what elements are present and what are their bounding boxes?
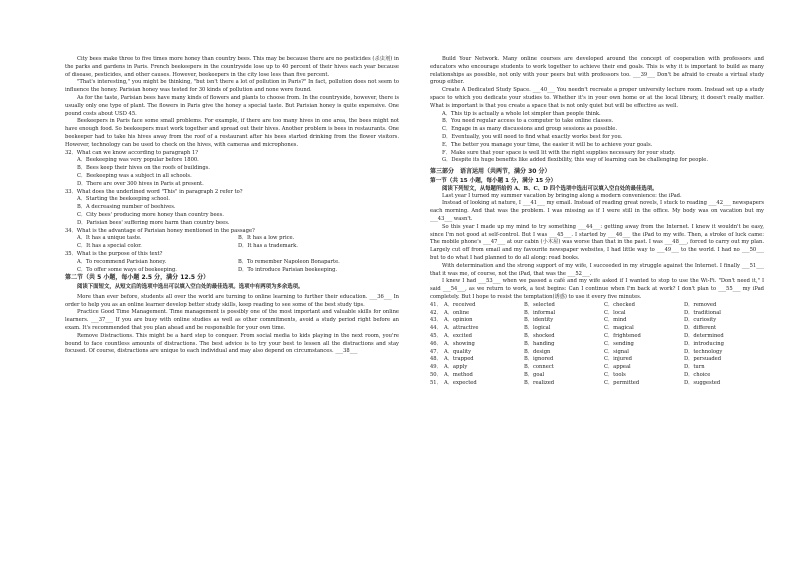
choice-option: B．handing (524, 340, 555, 347)
section-instruction: 阅读下列短文，从每题所给的 A、B、C、D 四个选项中选出可以填入空白处的最佳选项。 (442, 185, 658, 192)
question-option: C．To offer some ways of beekeeping. (77, 266, 177, 273)
part-title: 第三部分 语言运用（共两节，满分 30 分） (430, 168, 551, 176)
choice-option: C．frightened (604, 333, 641, 339)
question-option: B．To remember Napoleon Bonaparte. (238, 258, 340, 265)
question-stem: 33．What does the underlined word "This" in paragraph 2 refer to? (65, 188, 243, 195)
choice-option: D．curiosity (684, 317, 717, 324)
choice-option: A．opinion (444, 317, 473, 324)
option-row (65, 259, 399, 267)
passage-paragraph: Remove Distractions. This might be a hard step to conquer. From social media to kids playing in the next room, you're bound to face countless amounts of distractions. The best advice is to try your best to lessen all the distractions and stay focused. Of course, distractions are unique to each individual and may also depend on circumstances. ___38___ (65, 332, 399, 355)
choice-option: B．ignored (524, 356, 554, 363)
question-stem: 34．What is the advantage of Parisian honey mentioned in the passage? (65, 227, 255, 234)
choice-option: C．tools (604, 371, 626, 378)
question-option: A．Beekeeping was very popular before 1800. (77, 157, 199, 164)
choice-option: C．local (604, 309, 626, 316)
choice-option: B．identity (524, 317, 554, 324)
question-option: A．It has a unique taste. (77, 235, 142, 242)
choice-option: B．connect (524, 364, 554, 371)
question-32 (65, 150, 399, 189)
choice-option: A．apply (444, 364, 468, 371)
answer-option: E．The better you manage your time, the easier it will be to achieve your goals. (442, 141, 653, 148)
passage-paragraph: More than ever before, students all over the world are turning to online learning to further their education. ___36___ In order to help you as an online learner develop better study skills, keep reading to see some of the best study tips. (65, 293, 399, 308)
answer-option: F．Make sure that your space is well lit with the right supplies necessary for your study. (442, 149, 676, 156)
choice-option: D．introducing (684, 340, 724, 347)
choice-number: 43． (430, 317, 442, 324)
passage-paragraph: Build Your Network. Many online courses are developed around the concept of cooperation with professors and educators who encourage students to work together to achieve their end goals. This is why it is important to build as many relationships as possible, not only with your peers but with professors too. ___39___ Don't be afraid to create a virtual study group either. (430, 56, 764, 86)
choice-option: B．design (524, 348, 551, 355)
option-row (65, 235, 399, 243)
question-option: B．Bees keep their hives on the roofs of buildings. (77, 165, 210, 172)
section-instruction: 阅读下面短文，从短文后的选项中选出可以填入空白处的最佳选项。选项中有两项为多余选项。 (77, 283, 304, 290)
choice-number: 51． (430, 379, 442, 386)
choice-option: D．traditional (684, 309, 721, 316)
choice-option: D．suggested (684, 379, 721, 386)
answer-option: C．Engage in as many discussions and group sessions as possible. (442, 126, 618, 133)
question-stem: 35．What is the purpose of this text? (65, 250, 163, 257)
cloze-paragraph: With determination and the strong support of my wife, I succeeded in my struggle against the Internet. I finally ___51___ that it was me, of course, not the iPad, that was the ___52___. (430, 262, 764, 277)
choice-option: D．different (684, 325, 717, 332)
section-title: 第二节（共 5 小题，每小题 2.5 分，满分 12.5 分） (65, 274, 210, 282)
choice-option: A．quality (444, 348, 472, 355)
choice-number: 49． (430, 364, 442, 371)
right-column (430, 56, 764, 388)
question-option: A．Starting the beekeeping school. (77, 196, 170, 203)
choice-option: B．selected (524, 301, 555, 308)
option-row (65, 243, 399, 251)
choice-option: B．logical (524, 325, 551, 332)
passage-paragraph: "That's interesting," you might be thinking, "but isn't there a lot of pollution in Paris?" In fact, pollution does not seem to influence the honey. Parisian honey was tested for 30 kinds of pollution and none were found. (65, 79, 399, 94)
choice-option: A．attractive (444, 325, 479, 332)
choice-option: C．appeal (604, 364, 631, 371)
question-option: C．Beekeeping was a subject in all schools. (77, 172, 192, 179)
section-title: 第一节（共 15 小题，每小题 1 分，满分 15 分） (430, 177, 557, 184)
choice-number: 47． (430, 348, 442, 355)
question-33 (65, 189, 399, 228)
question-option: D．It has a trademark. (238, 243, 298, 250)
word-choices-table (430, 302, 764, 388)
choice-option: A．showing (444, 340, 475, 347)
passage-paragraph: Practice Good Time Management. Time management is possibly one of the most important and valuable skills for online learners. ___37___ If you are busy with online studies as well as other commitments, avoid a study period right before an exam. It's recommended that you plan ahead and be responsible for your own time. (65, 309, 399, 331)
choice-option: C．injured (604, 356, 632, 363)
cloze-paragraph: I knew I had ___53___ when we passed a café and my wife asked if I wanted to stop to use the Wi-Fi. "Don't need it," I said ___54___, as we return to work, a test begins: Can I continue when I'm back at work? I don't plan to ___55___ my iPad completely. But I hope to resist the temptation(诱惑) to use it every five minutes. (430, 278, 764, 301)
left-column (65, 56, 399, 356)
answer-option: G．Despite its huge benefits like added flexibility, this way of learning can be challenging for people. (442, 157, 709, 164)
choice-option: C．magical (604, 325, 634, 332)
choice-option: B．realized (524, 379, 555, 386)
question-35 (65, 251, 399, 274)
choice-option: D．turn (684, 364, 705, 371)
choice-option: D．removed (684, 301, 717, 308)
choice-option: A．method (444, 371, 473, 378)
choice-number: 45． (430, 333, 442, 339)
choice-number: 48． (430, 356, 442, 363)
question-stem: 32．What can we know according to paragraph 1? (65, 149, 199, 156)
question-option: C．It has a special color. (77, 243, 142, 250)
choice-option: A．online (444, 309, 470, 316)
choice-option: B．informal (524, 309, 556, 316)
choice-number: 41． (430, 301, 442, 308)
choice-option: C．signal (604, 348, 629, 355)
question-option: D．To introduce Parisian beekeeping. (238, 266, 338, 273)
choice-option: C．checked (604, 301, 635, 308)
choice-option: A．excited (444, 333, 472, 339)
choice-option: D．technology (684, 348, 723, 355)
choice-number: 50． (430, 371, 442, 378)
choice-option: D．choice (684, 371, 711, 378)
answer-option: D．Eventually, you will need to find what exactly works best for you. (442, 133, 623, 140)
choice-number: 42． (430, 309, 442, 316)
choice-option: B．goal (524, 371, 545, 378)
choice-option: D．persuaded (684, 356, 722, 363)
question-option: D．Parisian bees' suffering more harm than country bees. (77, 219, 230, 226)
choice-option: D．determined (684, 333, 724, 339)
choice-option: A．trapped (444, 356, 474, 363)
passage-paragraph: As for the taste, Parisian bees have many kinds of flowers and plants to choose from. In the countryside, however, there is usually only one type of plant. The flowers in Paris give the honey a special taste. But Parisian honey is quite expensive. One pound costs about USD 45. (65, 94, 399, 117)
answer-option: A．This tip is actually a whole lot simpler than people think. (442, 110, 601, 117)
choice-option: B．shocked (524, 333, 555, 339)
choice-option: A．received (444, 301, 476, 308)
passage-paragraph: Beekeepers in Paris face some small problems. For example, if there are too many hives in one area, the bees might not have enough food. So beekeepers must work together and spread out their hives. Another problem is bees in restaurants. One beekeeper had to take his hives away from the roof of a restaurant after his bees started drinking from the flower visitors. However, technology can be used to check on the hives, with cameras and microphones. (65, 118, 399, 148)
answer-option: B．You need regular access to a computer to take online classes. (442, 118, 614, 125)
choice-number: 44． (430, 325, 442, 332)
choice-option: C．sending (604, 340, 634, 347)
cloze-paragraph: So this year I made up my mind to try something ___44___: getting away from the Internet. I knew it wouldn't be easy, since I'm not good at self-control. But I was ___45___. I started by ___46___ the iPad to my wife. Then, a stroke of luck came: The mobile phone's ___47___ at our cabin (小木屋) was worse than that in the past. I was ___48___, forced to carry out my plan. Largely cut off from email and my favourite newspaper websites, I had little way to ___49___ to the world. I had no ___50___ but to do what I had planned to do all along: read books. (430, 223, 764, 262)
question-option: A．To recommend Parisian honey. (77, 258, 167, 265)
choice-number: 46． (430, 340, 442, 347)
cloze-paragraph: Last year I turned my summer vacation by bringing along a modern convenience: the iPad. (442, 192, 682, 199)
question-option: B．It has a low price. (238, 235, 295, 242)
question-option: C．City bees' producing more honey than country bees. (77, 211, 224, 218)
choice-option: C．mind (604, 317, 627, 324)
question-option: B．A decreasing number of beehives. (77, 204, 176, 211)
passage-paragraph: Create A Dedicated Study Space. ___40___ You needn't recreate a proper university lecture room. Instead set up a study space to which you dedicate your studies to. Whether it's in your own home or at the local library, it doesn't really matter. What is important is that you create a space that is not only quiet but will be effective as well. (430, 87, 764, 109)
passage-paragraph: City bees make three to five times more honey than country bees. This may be because there are no pesticides (杀虫剂) in the parks and gardens in Paris. French beekeepers in the countryside lose up to 40 percent of their hives each year because of disease, pesticides, and other causes. However, beekeepers in the city lose less than five percent. (65, 56, 399, 78)
choice-option: A．expected (444, 379, 477, 386)
question-option: D．There are over 300 hives in Paris at present. (77, 180, 204, 187)
choice-option: C．permitted (604, 379, 640, 386)
question-34 (65, 228, 399, 251)
cloze-paragraph: Instead of looking at nature, I ___41___ my email. Instead of reading great novels, I stuck to reading ___42___ newspapers each morning. And that was the problem. I was missing as if I were still in the office. My body was on vacation but my ___43___ wasn't. (430, 200, 764, 223)
